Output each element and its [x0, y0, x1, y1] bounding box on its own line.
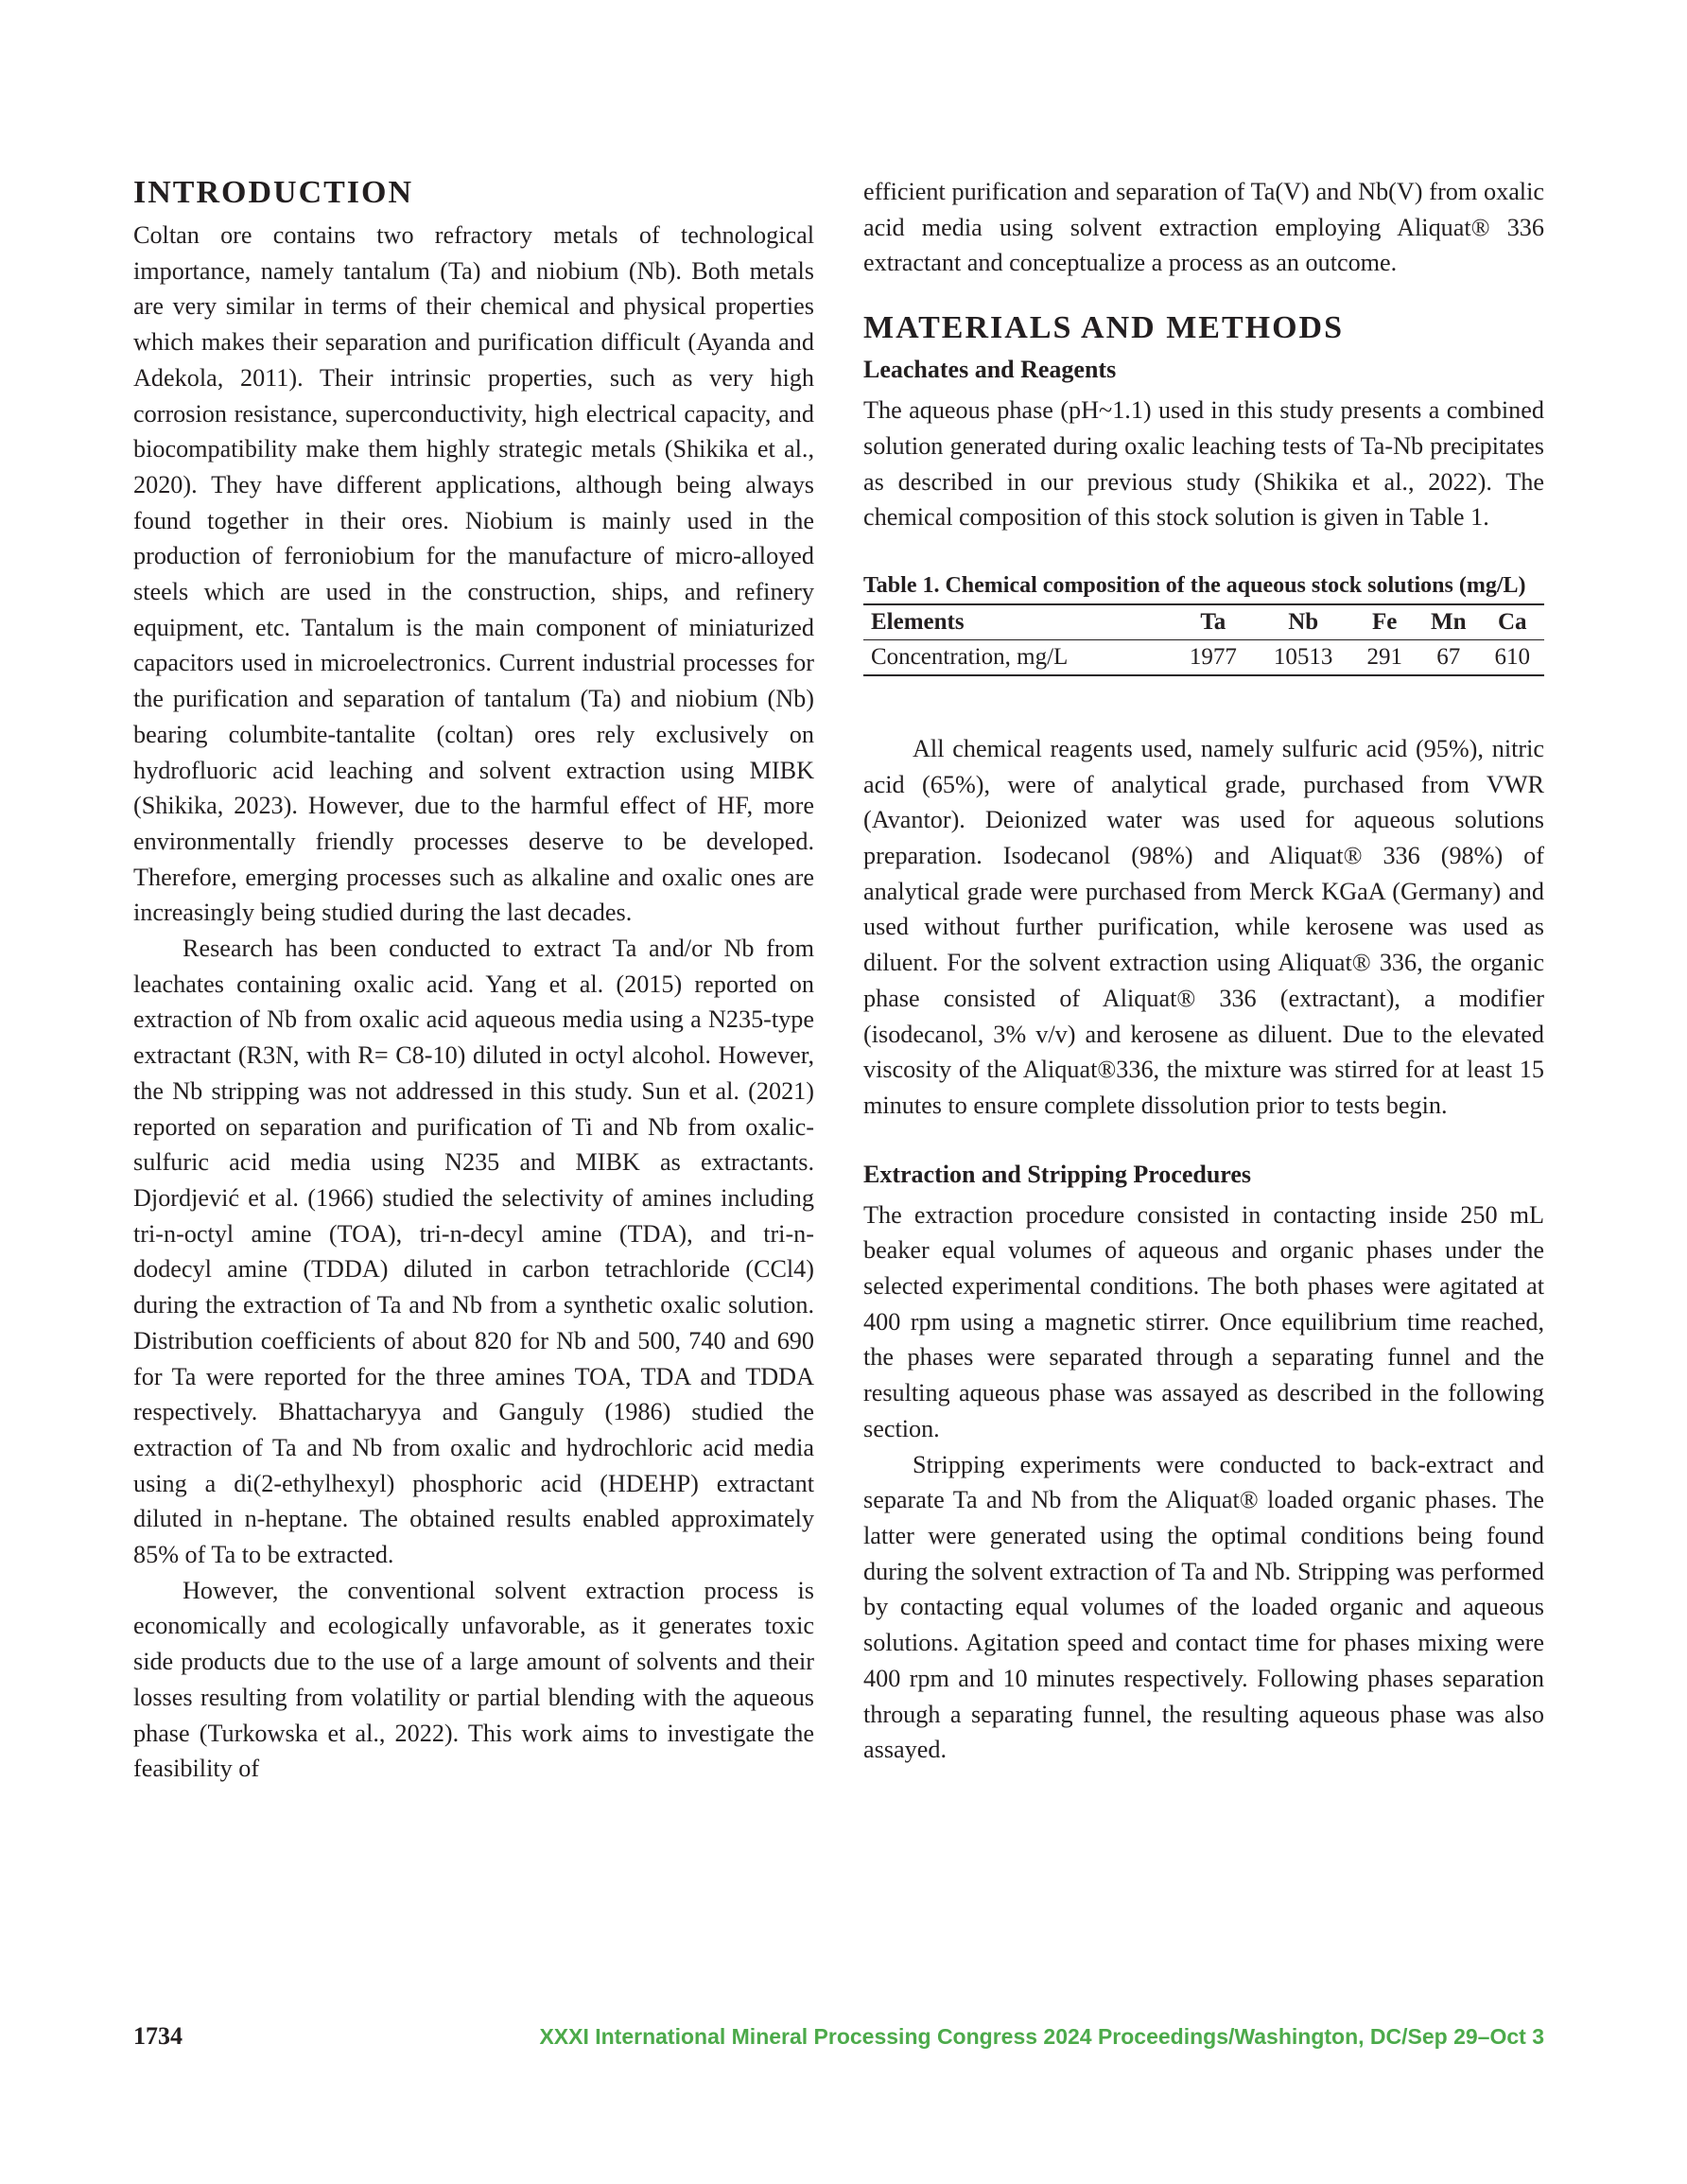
table-row — [863, 639, 1544, 675]
intro-paragraph-3: However, the conventional solvent extraction process is economically and ecologically unfavorable, as it generates toxic side products due to the use of a large amount of solvents and their losses resulting from volatility or partial blending with the aqueous phase (Turkowska et al., 2022). This work aims to investigate the feasibility of — [133, 1576, 814, 1783]
table-caption: Table 1. Chemical composition of the aqueous stock solutions (mg/L) — [863, 572, 1526, 598]
table-header-cell: Fe — [1372, 608, 1398, 635]
leachates-reagents-heading: Leachates and Reagents — [863, 356, 1117, 384]
table-header-cell: Ca — [1497, 608, 1527, 635]
table-cell: 1977 — [1189, 643, 1237, 670]
table-header-cell: Mn — [1430, 608, 1467, 635]
stripping-paragraph: Stripping experiments were conducted to back-extract and separate Ta and Nb from the Aliquat® loaded organic phases. The latter were generated using the optimal conditions being found during the solvent extraction of Ta and Nb. Stripping was performed by contacting equal volumes of the loaded organic and aqueous solutions. Agitation speed and contact time for phases mixing were 400 rpm and 10 minutes respectively. Following phases separation through a separating funnel, the resulting aqueous phase was also assayed. — [863, 1450, 1544, 1764]
table-header-cell: Elements — [871, 608, 965, 635]
intro-paragraph-1: Coltan ore contains two refractory metals of technological importance, namely tantalum (Ta) and niobium (Nb). Both metals are very similar in terms of their chemical and physical properties which makes their separation and purification difficult (Ayanda and Adekola, 2011). Their intrinsic properties, such as very high corrosion resistance, superconductivity, high electrical capacity, and biocompatibility make them highly strategic metals (Shikika et al., 2020). They have different applications, although being always found together in their ores. Niobium is mainly used in the production of ferroniobium for the manufacture of micro-alloyed steels which are used in the construction, ships, and refinery equipment, etc. Tantalum is the main component of miniaturized capacitors used in microelectronics. Current industrial processes for the purification and separation of tantalum (Ta) and niobium (Nb) bearing columbite-tantalite (coltan) ores rely exclusively on hydrofluoric acid leaching and solvent extraction using MIBK (Shikika, 2023). However, due to the harmful effect of HF, more environmentally friendly processes deserve to be developed. Therefore, emerging processes such as alkaline and oxalic ones are increasingly being studied during the last decades. — [133, 221, 814, 927]
intro-continuation-paragraph: efficient purification and separation of Ta(V) and Nb(V) from oxalic acid media using solvent extraction employing Aliquat® 336 extractant and conceptualize a process as an outcome. — [863, 178, 1544, 277]
table-cell: 610 — [1494, 643, 1530, 670]
table-spacer — [863, 676, 1544, 731]
right-column — [863, 174, 1544, 1768]
leachates-paragraph: The aqueous phase (pH~1.1) used in this study presents a combined solution generated during oxalic leaching tests of Ta-Nb precipitates as described in our previous study (Shikika et al., 2022). The chemical composition of this stock solution is given in Table 1. — [863, 396, 1544, 532]
introduction-heading: INTRODUCTION — [133, 175, 414, 210]
extraction-stripping-heading: Extraction and Stripping Procedures — [863, 1160, 1252, 1188]
table-cell: Concentration, mg/L — [871, 643, 1069, 670]
table-header-cell: Ta — [1200, 608, 1226, 635]
materials-methods-heading: MATERIALS AND METHODS — [863, 310, 1344, 346]
table-header-cell: Nb — [1288, 608, 1319, 635]
page-footer — [133, 2022, 1544, 2060]
page-number: 1734 — [133, 2022, 183, 2050]
table-header-row — [863, 604, 1544, 640]
left-column — [133, 174, 814, 1787]
composition-table — [863, 603, 1544, 676]
table-cell: 67 — [1436, 643, 1461, 670]
reagents-paragraph: All chemical reagents used, namely sulfuric acid (95%), nitric acid (65%), were of analytical grade, purchased from VWR (Avantor). Deionized water was used for aqueous solutions preparation. Isodecanol (98%) and Aliquat® 336 (98%) of analytical grade were purchased from Merck KGaA (Germany) and used without further purification, while kerosene was used as diluent. For the solvent extraction using Aliquat® 336, the organic phase consisted of Aliquat® 336 (extractant), a modifier (isodecanol, 3% v/v) and kerosene as diluent. Due to the elevated viscosity of the Aliquat®336, the mixture was stirred for at least 15 minutes to ensure complete dissolution prior to tests begin. — [863, 734, 1544, 1119]
conference-footer-text: XXXI International Mineral Processing Congress 2024 Proceedings/Washington, DC/Sep 29–Oct 3 — [539, 2024, 1544, 2049]
intro-paragraph-2: Research has been conducted to extract Ta and/or Nb from leachates containing oxalic acid. Yang et al. (2015) reported on extraction of Nb from oxalic acid aqueous media using a N235-type extractant (R3N, with R= C8-10) diluted in octyl alcohol. However, the Nb stripping was not addressed in this study. Sun et al. (2021) reported on separation and purification of Ti and Nb from oxalic-sulfuric acid media using N235 and MIBK as extractants. Djordjević et al. (1966) studied the selectivity of amines including tri-n-octyl amine (TOA), tri-n-decyl amine (TDA), and tri-n-dodecyl amine (TDDA) diluted in carbon tetrachloride (CCl4) during the extraction of Ta and Nb from a synthetic oxalic solution. Distribution coefficients of about 820 for Nb and 500, 740 and 690 for Ta were reported for the three amines TOA, TDA and TDDA respectively. Bhattacharyya and Ganguly (1986) studied the extraction of Ta and Nb from oxalic and hydrochloric acid media using a di(2-ethylhexyl) phosphoric acid (HDEHP) extractant diluted in n-heptane. The obtained results enabled approximately 85% of Ta to be extracted. — [133, 935, 814, 1569]
extraction-paragraph: The extraction procedure consisted in contacting inside 250 mL beaker equal volumes of aqueous and organic phases under the selected experimental conditions. The both phases were agitated at 400 rpm using a magnetic stirrer. Once equilibrium time reached, the phases were separated through a separating funnel and the resulting aqueous phase was assayed as described in the following section. — [863, 1200, 1544, 1442]
table-cell: 291 — [1366, 643, 1402, 670]
table-cell: 10513 — [1273, 643, 1333, 670]
